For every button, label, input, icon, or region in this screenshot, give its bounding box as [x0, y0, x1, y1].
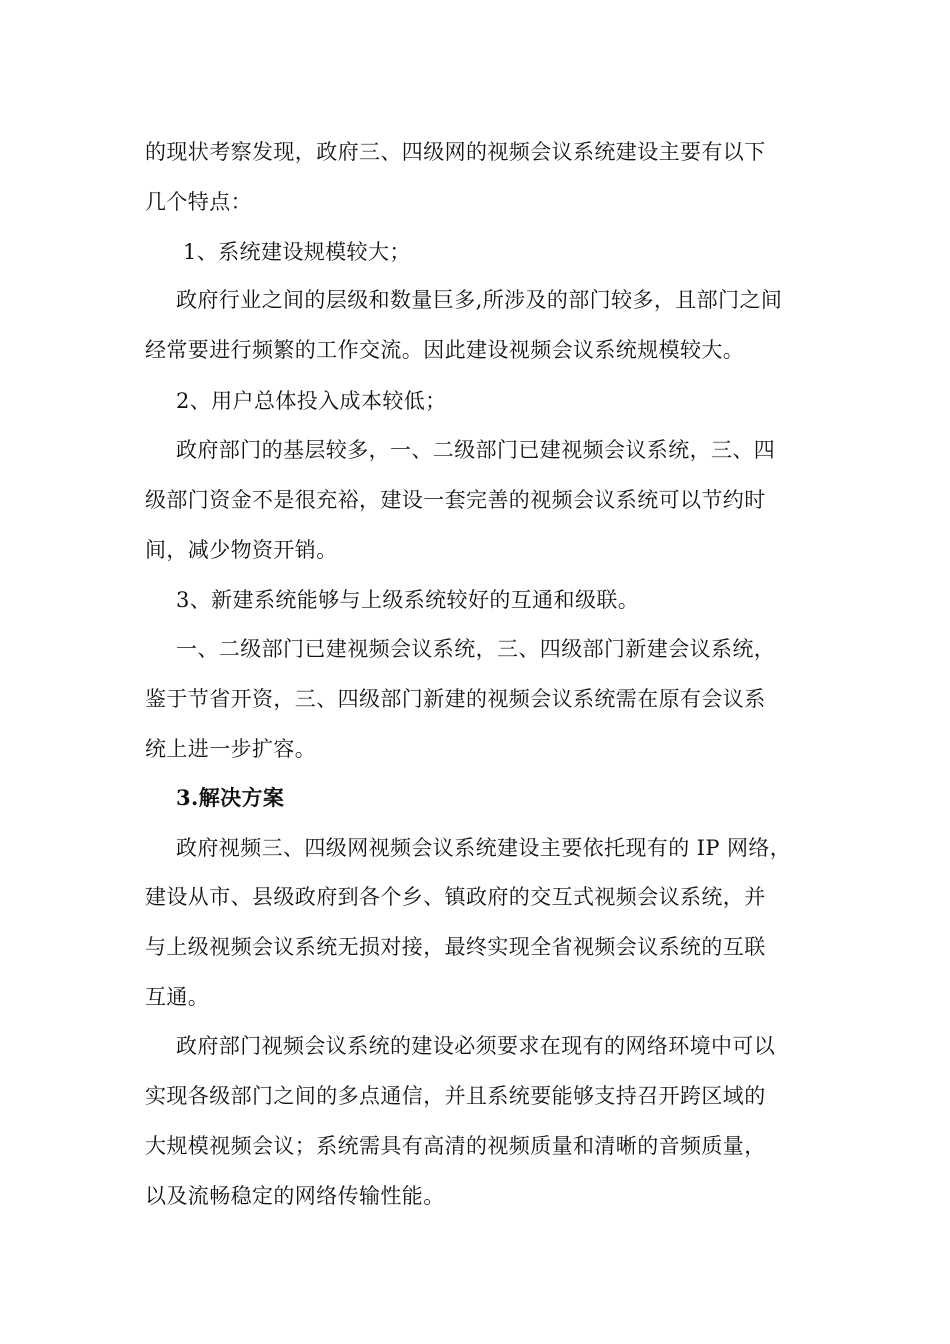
paragraph-line: 与上级视频会议系统无损对接，最终实现全省视频会议系统的互联	[145, 935, 766, 959]
list-heading-2: 2、用户总体投入成本较低；	[176, 389, 447, 413]
list-heading-3: 3、新建系统能够与上级系统较好的互通和级联。	[176, 588, 640, 612]
paragraph-line: 政府部门视频会议系统的建设必须要求在现有的网络环境中可以	[176, 1034, 776, 1058]
paragraph-line: 经常要进行频繁的工作交流。因此建设视频会议系统规模较大。	[145, 338, 745, 362]
paragraph-line: 建设从市、县级政府到各个乡、镇政府的交互式视频会议系统，并	[145, 885, 766, 909]
paragraph-line: 以及流畅稳定的网络传输性能。	[145, 1184, 445, 1208]
paragraph-line: 几个特点：	[145, 190, 252, 214]
paragraph-line: 互通。	[145, 985, 210, 1009]
paragraph-line: 的现状考察发现，政府三、四级网的视频会议系统建设主要有以下	[145, 140, 766, 164]
paragraph-line: 统上进一步扩容。	[145, 737, 317, 761]
paragraph-line: 政府行业之间的层级和数量巨多,所涉及的部门较多，且部门之间	[176, 288, 783, 312]
paragraph-line: 级部门资金不是很充裕，建设一套完善的视频会议系统可以节约时	[145, 488, 766, 512]
paragraph-line: 间，减少物资开销。	[145, 538, 338, 562]
list-heading-1: 1、系统建设规模较大；	[183, 240, 411, 264]
paragraph-line: 政府部门的基层较多，一、二级部门已建视频会议系统，三、四	[176, 438, 776, 462]
paragraph-line: 大规模视频会议；系统需具有高清的视频质量和清晰的音频质量，	[145, 1134, 766, 1158]
paragraph-line: 一、二级部门已建视频会议系统，三、四级部门新建会议系统，	[176, 637, 776, 661]
paragraph-line: 鉴于节省开资，三、四级部门新建的视频会议系统需在原有会议系	[145, 687, 766, 711]
paragraph-line: 政府视频三、四级网视频会议系统建设主要依托现有的 IP 网络，	[176, 836, 792, 860]
paragraph-line: 实现各级部门之间的多点通信，并且系统要能够支持召开跨区域的	[145, 1084, 766, 1108]
section-heading: 3.解决方案	[176, 785, 285, 810]
